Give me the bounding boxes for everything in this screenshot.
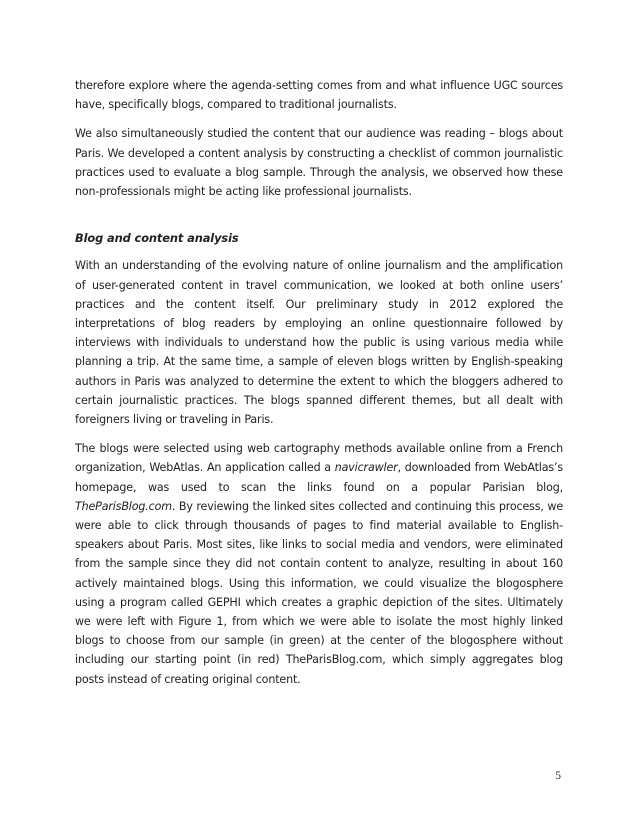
italic-term-navicrawler: navicrawler	[334, 461, 398, 475]
paragraph-online-journalism: With an understanding of the evolving nature of online journalism and the amplification of user-generated content in travel communication, we looked at both online users’ practices and the content itself. Our preliminary study in 2012 explored the interpretations of blog readers by employing an online questionnaire followed by interviews with individuals to understand how the public is using various media while planning a trip. At the same time, a sample of eleven blogs written by English-speaking authors in Paris was analyzed to determine the extent to which the bloggers adhered to certain journalistic practices. The blogs spanned different themes, but all dealt with foreigners living or traveling in Paris.	[75, 259, 563, 427]
paragraph-agenda-setting: therefore explore where the agenda-setting comes from and what influence UGC sources have, specifically blogs, compared to traditional journalists.	[75, 79, 563, 112]
text-segment: . By reviewing the linked sites collected and continuing this process, we were able to click through thousands of pages to find material available to English-speakers about Paris. Most sites, like links to social media and vendors, were eliminated from the sample since they did not contain content to analyze, resulting in about 160 actively maintained blogs. Using this information, we could visualize the blogosphere using a program called GEPHI which creates a graphic depiction of the sites. Ultimately we were left with Figure 1, from which we were able to isolate the most highly linked blogs to choose from our sample (in green) at the center of the blogosphere without including our starting point (in red) TheParisBlog.com, which simply aggregates blog posts instead of creating original content.	[75, 499, 563, 686]
page-body	[75, 76, 563, 699]
paragraph-content-study: We also simultaneously studied the content that our audience was reading – blogs about Paris. We developed a content analysis by constructing a checklist of common journalistic practices used to evaluate a blog sample. Through the analysis, we observed how these non-professionals might be acting like professional journalists.	[75, 127, 563, 199]
text-segment: The blogs were selected using web cartography methods available online from a French organization, WebAtlas. An application called a	[75, 442, 563, 475]
italic-term-parisblog: TheParisBlog.com	[75, 499, 172, 513]
paragraph-blog-selection	[75, 439, 563, 689]
page-number: 5	[555, 770, 561, 782]
text-segment: , downloaded from WebAtlas’s homepage, was used to scan the links found on a popular Parisian blog,	[75, 461, 563, 494]
section-heading: Blog and content analysis	[75, 231, 239, 246]
